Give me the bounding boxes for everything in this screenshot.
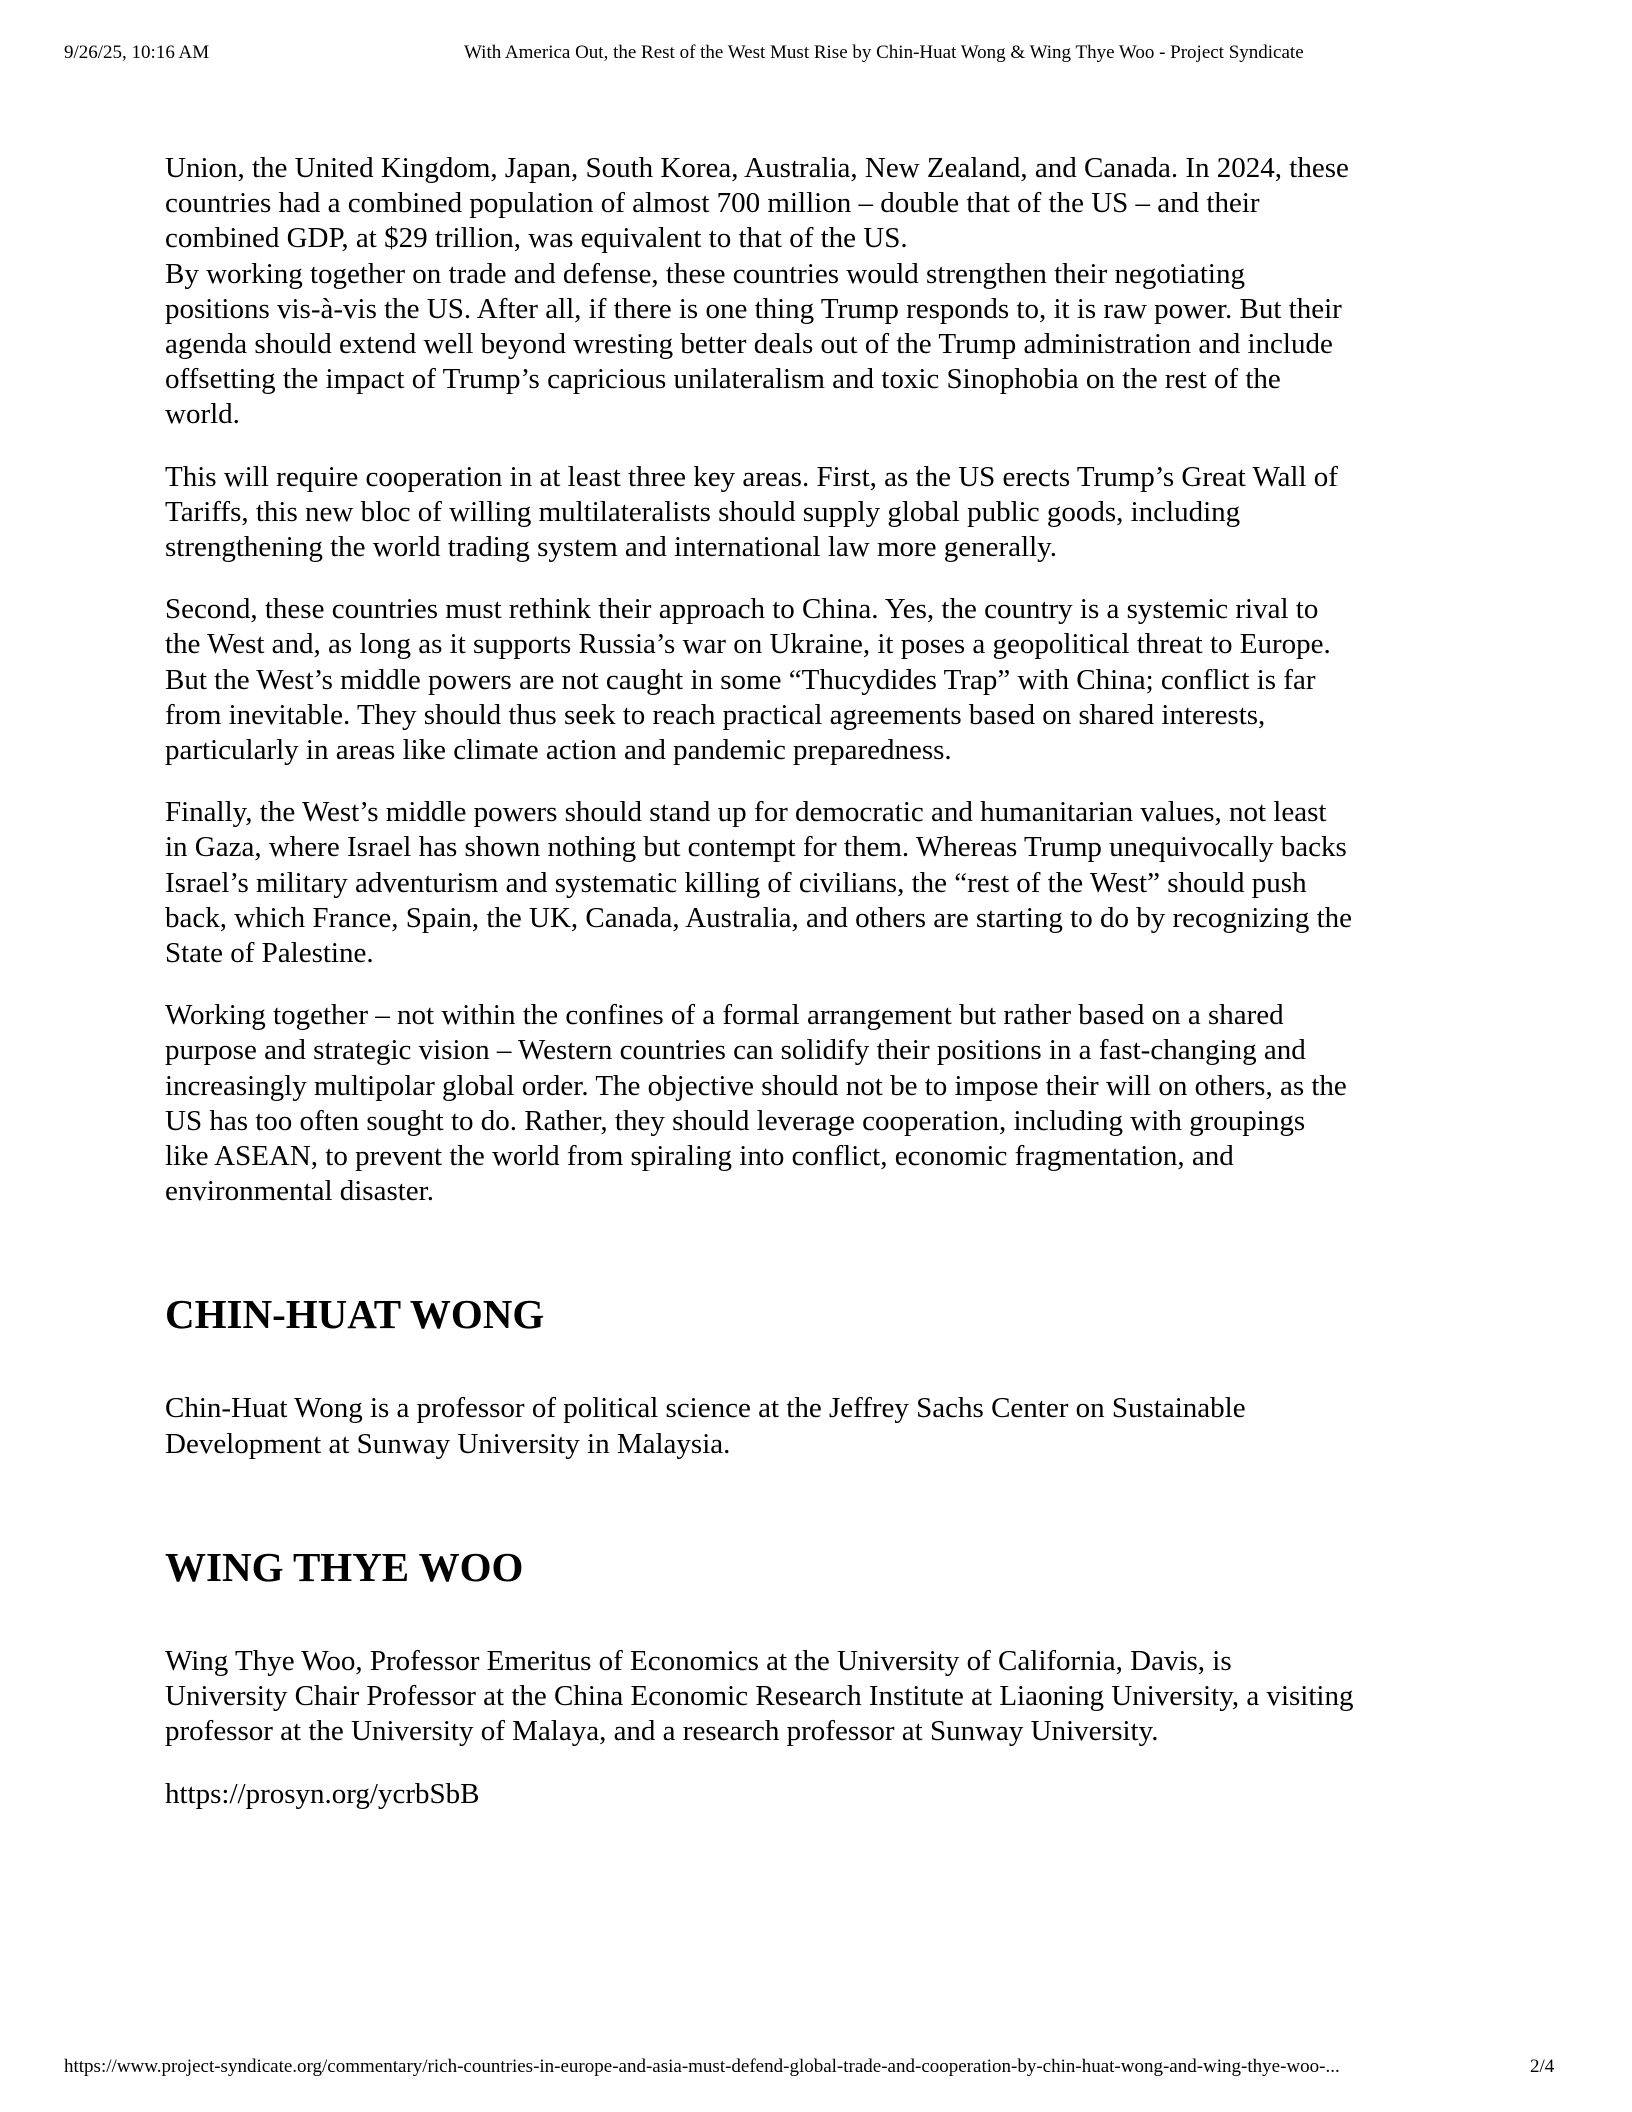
author-section: [165, 1543, 1465, 1750]
author-name: CHIN-HUAT WONG: [165, 1291, 545, 1338]
print-page-title: With America Out, the Rest of the West Must Rise by Chin-Huat Wong & Wing Thye Woo - Project Syndicate: [464, 42, 1304, 63]
article-content: [165, 151, 1465, 1812]
article-paragraph: Finally, the West’s middle powers should stand up for democratic and humanitarian values, not least in Gaza, where Israel has shown nothing but contempt for them. Whereas Trump unequivocally backs Israel’s military adventurism and systematic killing of civilians, the “rest of the West” should push back, which France, Spain, the UK, Canada, Australia, and others are starting to do by recognizing the State of Palestine.: [165, 796, 1353, 970]
author-name: WING THYE WOO: [165, 1543, 524, 1590]
article-paragraph: Union, the United Kingdom, Japan, South Korea, Australia, New Zealand, and Canada. In 2024, these countries had a combined population of almost 700 million – double that of the US – and their combined GDP, at $29 trillion, was equivalent to that of the US.: [165, 152, 1349, 255]
print-date-time: 9/26/25, 10:16 AM: [64, 42, 210, 63]
article-paragraph: Second, these countries must rethink their approach to China. Yes, the country is a systemic rival to the West and, as long as it supports Russia’s war on Ukraine, it poses a geopolitical threat to Europe. But the West’s middle powers are not caught in some “Thucydides Trap” with China; conflict is far from inevitable. They should thus seek to reach practical agreements based on shared interests, particularly in areas like climate action and pandemic preparedness.: [165, 593, 1331, 767]
article-paragraph: By working together on trade and defense, these countries would strengthen their negotiating positions vis-à-vis the US. After all, if there is one thing Trump responds to, it is raw power. But their agenda should extend well beyond wresting better deals out of the Trump administration and include offsetting the impact of Trump’s capricious unilateralism and toxic Sinophobia on the rest of the world.: [165, 257, 1342, 431]
author-bio: Wing Thye Woo, Professor Emeritus of Economics at the University of California, Davis, is University Chair Professor at the China Economic Research Institute at Liaoning University, a visiting professor at the University of Malaya, and a research professor at Sunway University.: [165, 1644, 1354, 1748]
page-number: 2/4: [1530, 2056, 1555, 2077]
short-link[interactable]: https://prosyn.org/ycrbSbB: [165, 1777, 480, 1810]
author-bio: Chin-Huat Wong is a professor of political science at the Jeffrey Sachs Center on Sustainable Development at Sunway University in Malaysia.: [165, 1392, 1246, 1460]
print-footer-url: https://www.project-syndicate.org/commentary/rich-countries-in-europe-and-asia-must-defend-global-trade-and-cooperation-by-chin-huat-wong-and-wing-thye-woo-...: [64, 2056, 1340, 2077]
article-paragraph: Working together – not within the confines of a formal arrangement but rather based on a shared purpose and strategic vision – Western countries can solidify their positions in a fast-changing and increasingly multipolar global order. The objective should not be to impose their will on others, as the US has too often sought to do. Rather, they should leverage cooperation, including with groupings like ASEAN, to prevent the world from spiraling into conflict, economic fragmentation, and environmental disaster.: [165, 999, 1347, 1208]
article-paragraph: This will require cooperation in at least three key areas. First, as the US erects Trump’s Great Wall of Tariffs, this new bloc of willing multilateralists should supply global public goods, including strengthening the world trading system and international law more generally.: [165, 460, 1338, 564]
author-section: [165, 1290, 1465, 1461]
